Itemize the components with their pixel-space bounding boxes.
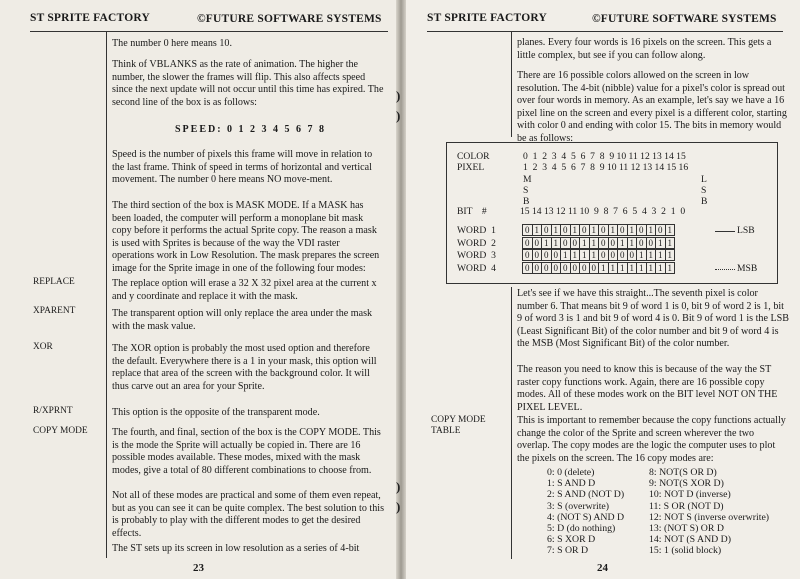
right-para-reason: The reason you need to know this is because of the way the ST raster copy functions work. Again, there are 16 possible copy modes. All of these modes work on the BIT level NOT ON THE PIXEL LEVEL. (517, 364, 778, 413)
copy-mode-item: 11: S OR (NOT D) (649, 500, 724, 512)
copy-mode-item: 1: S AND D (547, 478, 596, 490)
copy-modes-left-list (547, 467, 624, 557)
table-color-label: COLOR (457, 151, 490, 162)
bit-cell: 1 (579, 249, 590, 261)
bit-cell: 0 (541, 262, 552, 274)
text-rxprnt: This option is the opposite of the transparent mode. (112, 407, 320, 418)
speed-line: SPEED: 0 1 2 3 4 5 6 7 8 (175, 124, 327, 135)
bit-cell: 1 (627, 237, 638, 249)
bit-cell: 1 (655, 262, 666, 274)
bracket-mark: ) (396, 88, 401, 103)
table-msb-tag: MSB (737, 263, 758, 274)
bit-cell: 0 (551, 249, 562, 261)
bit-cell: 0 (627, 249, 638, 261)
bit-cell: 0 (541, 249, 552, 261)
bit-cell: 1 (617, 237, 628, 249)
page-number-left: 23 (193, 562, 204, 574)
bit-cell: 1 (646, 262, 657, 274)
bit-cell: 0 (532, 237, 543, 249)
copy-mode-item: 5: D (do nothing) (547, 523, 616, 535)
bracket-mark: ) (396, 499, 401, 514)
bit-cell: 0 (636, 224, 647, 236)
bit-table (446, 142, 778, 284)
bit-cell: 1 (598, 262, 609, 274)
bit-cell: 1 (655, 249, 666, 261)
word-bit-row (523, 262, 675, 274)
text-xor: The XOR option is probably the most used option and therefore the default. Everywhere there is a 1 in your mask, this option will replace that area of the screen with the background color. It will thus carve out an area for your Sprite. (112, 343, 377, 392)
bit-cell: 0 (551, 262, 562, 274)
bracket-mark: ) (396, 479, 401, 494)
copy-mode-item: 12: NOT S (inverse overwrite) (649, 511, 770, 523)
side-label-copymode: COPY MODE (33, 426, 88, 436)
lsb-pointer-line (715, 231, 735, 232)
left-header-publisher: ©FUTURE SOFTWARE SYSTEMS (197, 13, 382, 25)
copy-mode-item: 10: NOT D (inverse) (649, 489, 731, 501)
left-header-title: ST SPRITE FACTORY (30, 12, 150, 24)
bit-cell: 1 (560, 249, 571, 261)
bit-cell: 1 (627, 224, 638, 236)
copy-mode-item: 4: (NOT S) AND D (547, 511, 625, 523)
bit-cell: 0 (522, 262, 533, 274)
bit-cell: 0 (646, 237, 657, 249)
bit-cell: 1 (570, 224, 581, 236)
bit-cell: 1 (665, 249, 676, 261)
right-header-rule (427, 31, 783, 32)
bit-cell: 0 (570, 262, 581, 274)
left-para-maskmode: The third section of the box is MASK MODE. If a MASK has been loaded, the computer will perform a monoplane bit mask copy before it performs the actual Sprite copy. The reason a mask is used with Sprites is because of the way the VDI raster operations work in Low Resolution. The mask prepares the screen image for the Sprite image in one of the following four modes: (112, 200, 380, 274)
bit-cell: 1 (589, 249, 600, 261)
right-header-publisher: ©FUTURE SOFTWARE SYSTEMS (592, 13, 777, 25)
bit-cell: 1 (551, 237, 562, 249)
side-label-xparent: XPARENT (33, 306, 76, 316)
text-copymode: The fourth, and final, section of the box is the COPY MODE. This is the mode the Sprite will actually be copied in. There are 16 possible modes available. These modes, mixed with the mask modes, give a total of 80 different combinations to choose from. (112, 427, 381, 476)
bit-cell: 0 (522, 224, 533, 236)
left-para-speed: Speed is the number of pixels this frame will move in relation to the last frame. Think of speed in terms of horizontal and vertical movement. The number 0 here means NO move-ment. (112, 149, 373, 186)
side-label-replace: REPLACE (33, 277, 75, 287)
bit-cell: 0 (589, 262, 600, 274)
bit-cell: 1 (665, 262, 676, 274)
page-number-right: 24 (597, 562, 608, 574)
copy-mode-item: 3: S (overwrite) (547, 500, 610, 512)
bit-cell: 1 (665, 224, 676, 236)
word-label: WORD 3 (457, 250, 496, 261)
bit-cell: 0 (532, 249, 543, 261)
table-lsb-tag: LSB (737, 225, 755, 236)
copy-mode-item: 7: S OR D (547, 545, 589, 557)
bit-cell: 1 (646, 249, 657, 261)
copy-mode-item: 8: NOT(S OR D) (649, 467, 717, 478)
bit-cell: 1 (579, 237, 590, 249)
table-bit-row: 15 14 13 12 11 10 9 8 7 6 5 4 3 2 1 0 (520, 206, 686, 217)
bit-cell: 0 (598, 249, 609, 261)
table-pixel-label: PIXEL (457, 162, 485, 173)
side-label-rxprnt: R/XPRNT (33, 406, 73, 416)
table-color-row: 0 1 2 3 4 5 6 7 8 9 10 11 12 13 14 15 (523, 151, 686, 162)
bit-cell: 0 (570, 237, 581, 249)
right-column-rule-bottom (511, 287, 512, 559)
bit-cell: 1 (646, 224, 657, 236)
text-replace: The replace option will erase a 32 X 32 pixel area at the current x and y coordinate and replace it with the mask. (112, 278, 377, 302)
msb-pointer-line (715, 269, 735, 271)
bit-cell: 0 (617, 224, 628, 236)
bit-cell: 0 (522, 249, 533, 261)
left-para-last: The ST sets up its screen in low resolution as a series of 4-bit (112, 543, 360, 554)
table-pixel-row: 1 2 3 4 5 6 7 8 9 10 11 12 13 14 15 16 (523, 162, 689, 173)
left-column-rule (106, 31, 107, 558)
table-bit-label: BIT # (457, 206, 487, 217)
bit-cell: 0 (598, 237, 609, 249)
right-header-title: ST SPRITE FACTORY (427, 12, 547, 24)
left-para-notall: Not all of these modes are practical and some of them even repeat, but as you can see it can be quite complex. The best solution to this is probably to play with the different modes to get the desired effects. (112, 490, 385, 539)
copy-mode-item: 6: S XOR D (547, 534, 596, 546)
word-bit-row (523, 237, 675, 249)
bit-cell: 0 (655, 224, 666, 236)
bit-cell: 0 (560, 262, 571, 274)
copy-mode-item: 2: S AND (NOT D) (547, 489, 625, 501)
bit-cell: 0 (522, 237, 533, 249)
bit-cell: 1 (570, 249, 581, 261)
bit-cell: 1 (532, 224, 543, 236)
table-lsb-marker: L S B (701, 174, 708, 207)
word-bit-row (523, 249, 675, 261)
copy-mode-item: 13: (NOT S) OR D (649, 523, 724, 535)
bit-cell: 0 (617, 249, 628, 261)
bit-cell: 0 (636, 237, 647, 249)
left-para-1: The number 0 here means 10. (112, 38, 232, 49)
bit-cell: 1 (551, 224, 562, 236)
bit-cell: 1 (589, 224, 600, 236)
right-para-planes: planes. Every four words is 16 pixels on the screen. This gets a little complex, but see if you can follow along. (517, 37, 772, 61)
copy-mode-item: 0: 0 (delete) (547, 467, 595, 478)
text-xparent: The transparent option will only replace the area under the mask with the mask value. (112, 308, 373, 332)
side-label-copymode-table: COPY MODE TABLE (431, 415, 486, 436)
bit-cell: 0 (560, 237, 571, 249)
right-para-straight: Let's see if we have this straight...The seventh pixel is color number 6. That means bit 9 of word 1 is 0, bit 9 of word 2 is 1, bit 9 of word 3 is 1 and bit 9 of word 4 is 0. Bit 9 of word 1 is the LSB (Least Significant Bit) of the color number and bit 9 of word 4 is the MSB (Most Significant Bit) of the color number. (517, 288, 789, 350)
bit-cell: 0 (532, 262, 543, 274)
right-column-rule-top (511, 31, 512, 137)
bit-cell: 0 (579, 262, 590, 274)
bit-cell: 1 (627, 262, 638, 274)
bit-cell: 1 (617, 262, 628, 274)
copy-mode-item: 15: 1 (solid block) (649, 545, 722, 557)
table-msb-marker: M S B (523, 174, 532, 207)
bit-cell: 0 (598, 224, 609, 236)
word-label: WORD 4 (457, 262, 496, 274)
right-para-important: This is important to remember because the copy functions actually change the color of the Sprite and screen wherever the two overlap. The copy modes are the logic the computer uses to plot the pixels on the screen. The 16 copy modes are: (517, 415, 786, 464)
bit-cell: 1 (665, 237, 676, 249)
word-label: WORD 1 (457, 225, 496, 236)
left-para-vblanks: Think of VBLANKS as the rate of animation. The higher the number, the slower the frames will flip. This also affects speed since the next update will not occur until this time has expired. The second line of the box is as follows: (112, 59, 384, 108)
bit-cell: 1 (636, 262, 647, 274)
bit-cell: 0 (560, 224, 571, 236)
left-header-rule (30, 31, 388, 32)
bit-cell: 0 (541, 224, 552, 236)
word-bit-row (523, 224, 675, 236)
word-label: WORD 2 (457, 237, 496, 249)
right-para-colors: There are 16 possible colors allowed on the screen in low resolution. The 4-bit (nibble) value for a pixel's color is spread out over four words in memory. As an example, let's say we have a 16 pixel line on the screen and every pixel is a different color, starting with color 0 and ending with color 15. The bits in memory would be as follows: (517, 70, 787, 144)
bit-cell: 0 (608, 249, 619, 261)
copy-modes-right-list (649, 467, 769, 557)
bit-cell: 1 (655, 237, 666, 249)
bit-cell: 1 (636, 249, 647, 261)
side-label-xor: XOR (33, 342, 53, 352)
bit-cell: 0 (608, 237, 619, 249)
copy-mode-item: 14: NOT (S AND D) (649, 534, 732, 546)
bit-cell: 0 (579, 224, 590, 236)
bracket-mark: ) (396, 108, 401, 123)
copy-mode-item: 9: NOT(S XOR D) (649, 478, 724, 490)
bit-cell: 1 (608, 262, 619, 274)
bit-cell: 1 (589, 237, 600, 249)
bit-cell: 1 (608, 224, 619, 236)
bit-cell: 1 (541, 237, 552, 249)
